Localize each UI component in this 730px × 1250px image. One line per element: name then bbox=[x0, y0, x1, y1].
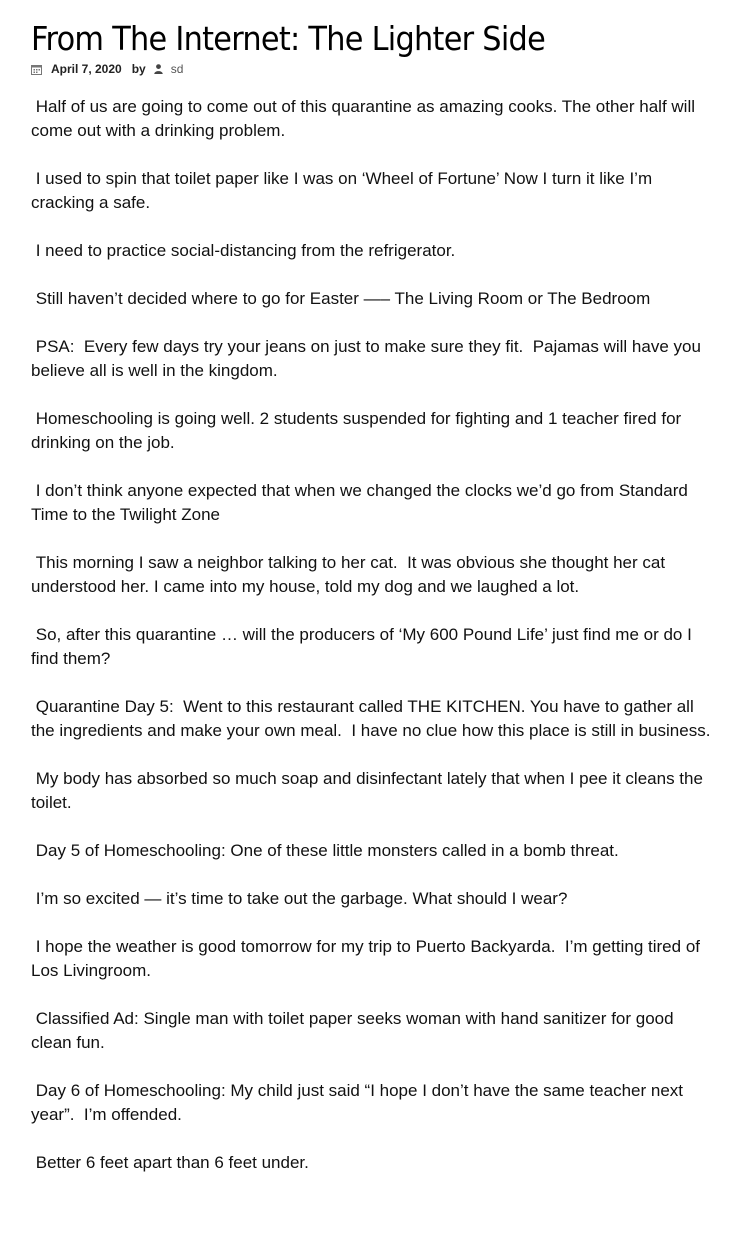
author-link[interactable]: sd bbox=[170, 62, 184, 76]
joke-paragraph: My body has absorbed so much soap and disinfectant lately that when I pee it cleans the toilet. bbox=[31, 769, 708, 812]
calendar-icon bbox=[31, 64, 42, 75]
joke-paragraph: Better 6 feet apart than 6 feet under. bbox=[31, 1153, 309, 1172]
joke-paragraph: Day 5 of Homeschooling: One of these little monsters called in a bomb threat. bbox=[31, 841, 619, 860]
post-date-link[interactable]: April 7, 2020 bbox=[51, 62, 122, 76]
post-content bbox=[31, 95, 711, 1175]
joke-paragraph: I’m so excited — it’s time to take out the garbage. What should I wear? bbox=[31, 889, 568, 908]
joke-paragraph: Still haven’t decided where to go for Easter —– The Living Room or The Bedroom bbox=[31, 289, 651, 308]
joke-paragraph: So, after this quarantine … will the producers of ‘My 600 Pound Life’ just find me or do I find them? bbox=[31, 625, 697, 668]
joke-paragraph: I used to spin that toilet paper like I was on ‘Wheel of Fortune’ Now I turn it like I’m cracking a safe. bbox=[31, 169, 657, 212]
joke-paragraph: I hope the weather is good tomorrow for my trip to Puerto Backyarda. I’m getting tired of Los Livingroom. bbox=[31, 937, 705, 980]
post-title[interactable]: From The Internet: The Lighter Side bbox=[31, 19, 546, 58]
joke-paragraph: Homeschooling is going well. 2 students suspended for fighting and 1 teacher fired for drinking on the job. bbox=[31, 409, 686, 452]
joke-paragraph: This morning I saw a neighbor talking to her cat. It was obvious she thought her cat understood her. I came into my house, told my dog and we laughed a lot. bbox=[31, 553, 670, 596]
user-icon bbox=[154, 64, 163, 74]
joke-paragraph: Day 6 of Homeschooling: My child just said “I hope I don’t have the same teacher next year”. I’m offended. bbox=[31, 1081, 688, 1124]
joke-paragraph: Half of us are going to come out of this quarantine as amazing cooks. The other half will come out with a drinking problem. bbox=[31, 97, 700, 140]
joke-paragraph: Quarantine Day 5: Went to this restaurant called THE KITCHEN. You have to gather all the ingredients and make your own meal. I have no clue how this place is still in business. bbox=[31, 697, 711, 740]
post-meta bbox=[31, 60, 711, 78]
joke-paragraph: I need to practice social-distancing from the refrigerator. bbox=[31, 241, 456, 260]
joke-paragraph: PSA: Every few days try your jeans on just to make sure they fit. Pajamas will have you believe all is well in the kingdom. bbox=[31, 337, 706, 380]
by-label: by bbox=[131, 62, 146, 76]
joke-paragraph: I don’t think anyone expected that when we changed the clocks we’d go from Standard Time to the Twilight Zone bbox=[31, 481, 693, 524]
blog-post bbox=[31, 0, 711, 1199]
joke-paragraph: Classified Ad: Single man with toilet paper seeks woman with hand sanitizer for good clean fun. bbox=[31, 1009, 679, 1052]
